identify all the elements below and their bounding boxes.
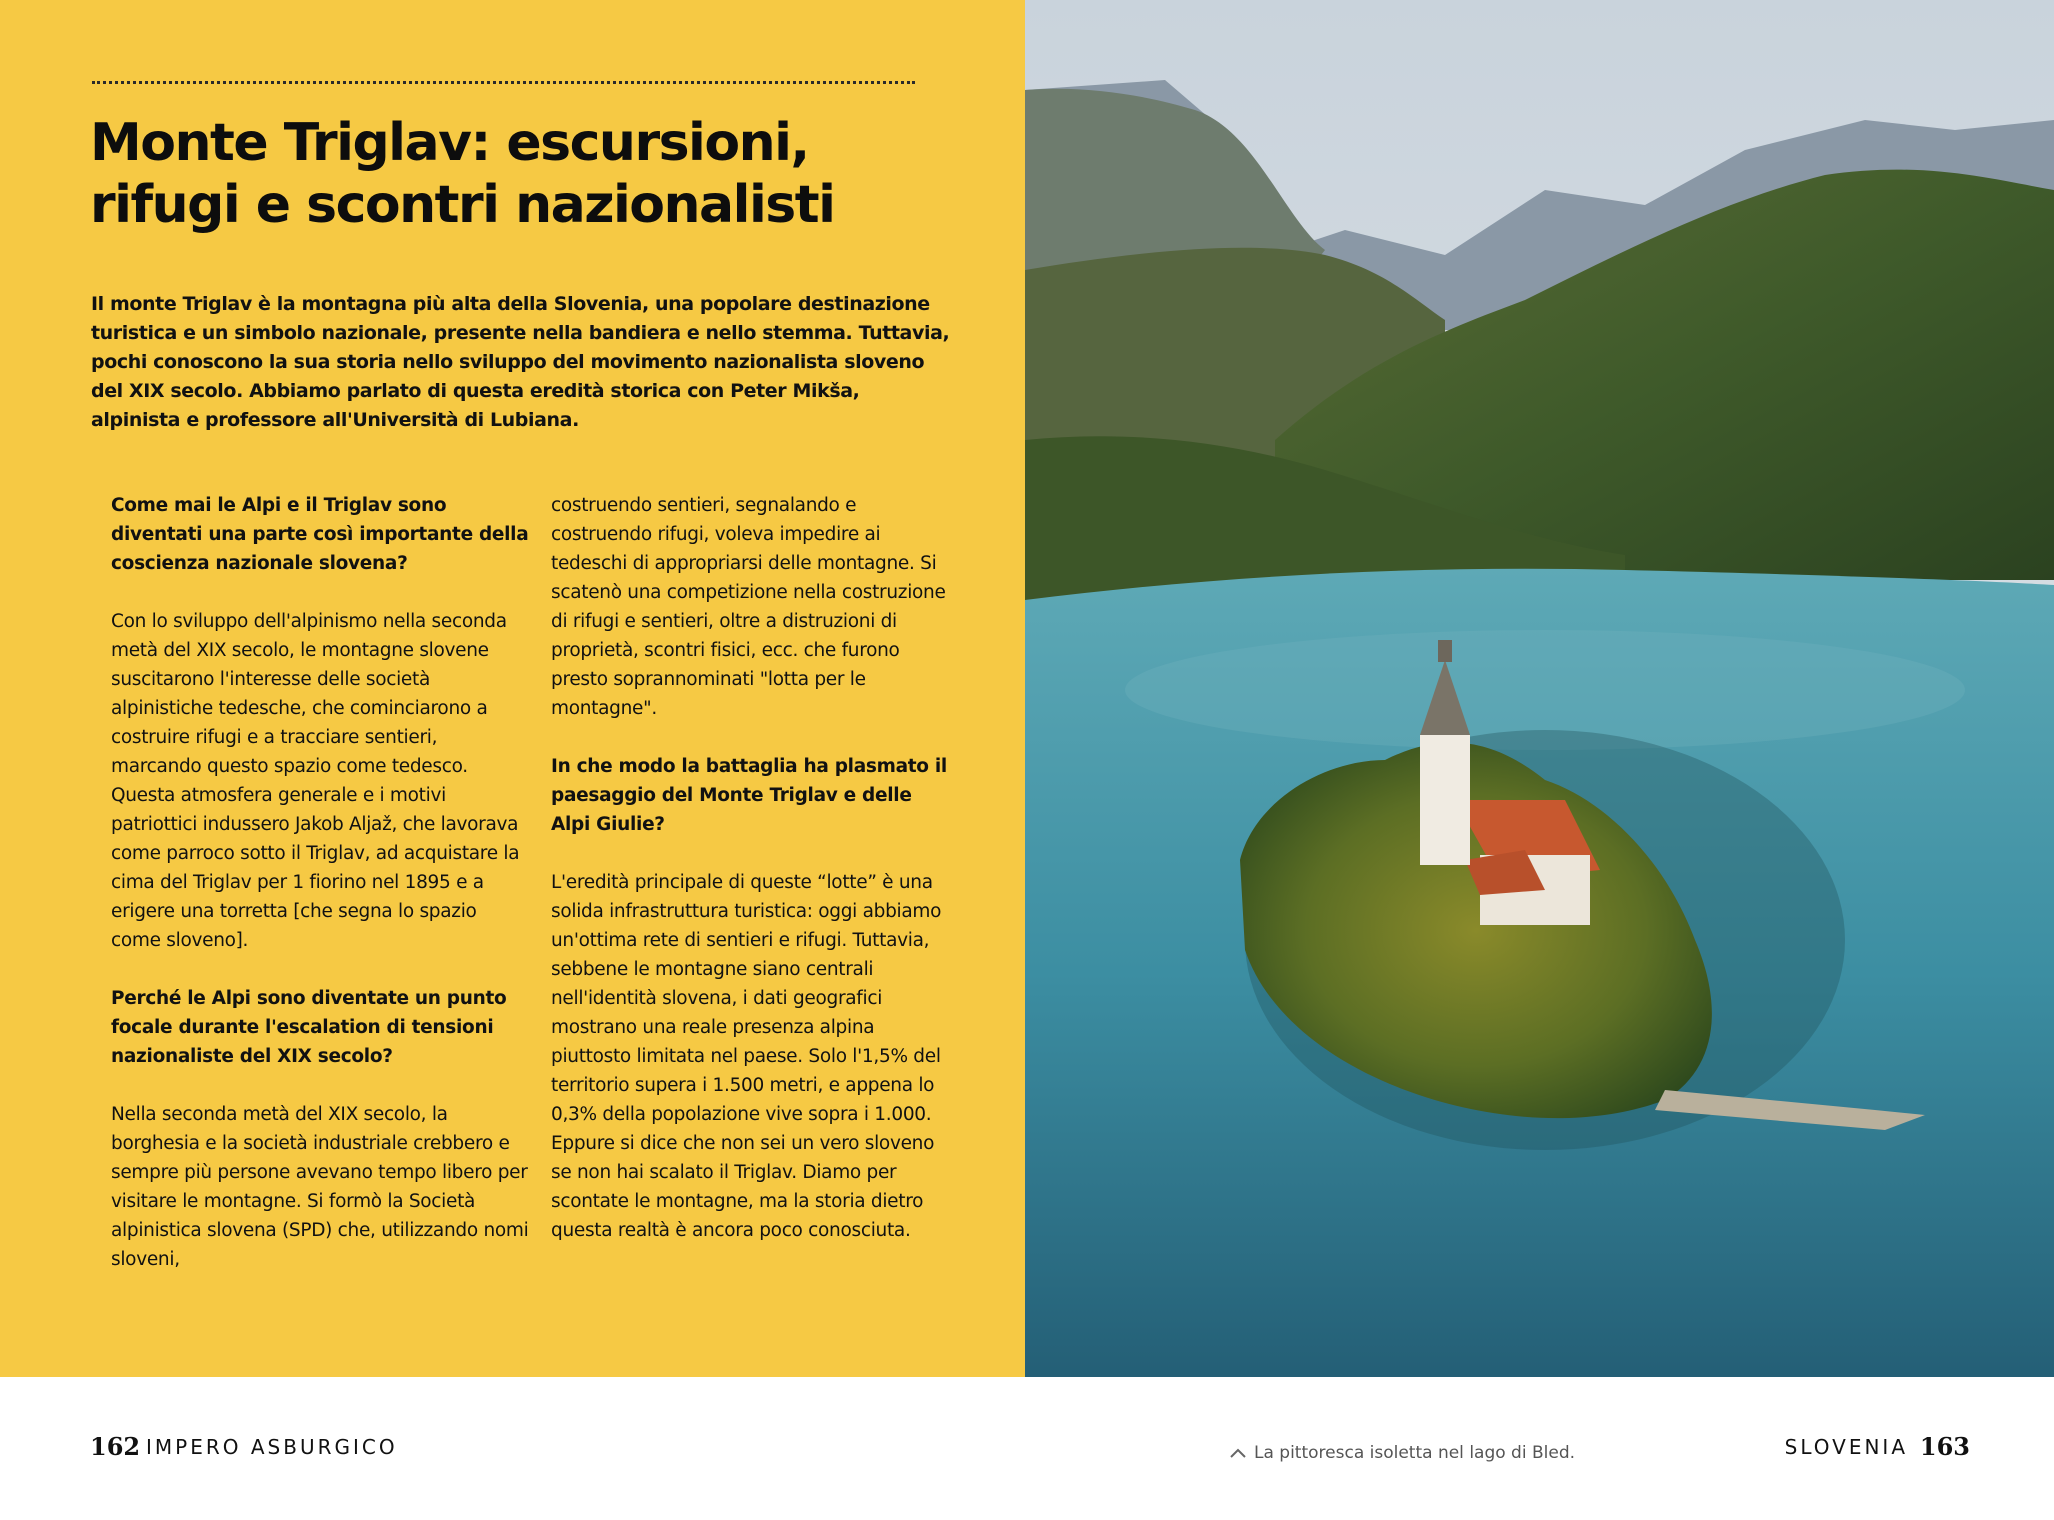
- lake-bled-photo: [1025, 0, 2054, 1377]
- article-title: Monte Triglav: escursioni, rifugi e scontri nazionalisti: [90, 113, 835, 235]
- photo-caption-text: La pittoresca isoletta nel lago di Bled.: [1254, 1443, 1576, 1463]
- question-2: Perché le Alpi sono diventate un punto focale durante l'escalation di tensioni nazionaliste del XIX secolo?: [111, 988, 507, 1067]
- answer-3: L'eredità principale di queste “lotte” è una solida infrastruttura turistica: oggi abbiamo un'ottima rete di sentieri e rifugi. Tuttavia, sebbene le montagne siano centrali nell'identità slovena, i dati geografici mostrano una reale presenza alpina piuttosto limitata nel paese. Solo l'1,5% del territorio supera i 1.500 metri, e appena lo 0,3% della popolazione vive sopra i 1.000. Eppure si dice che non sei un vero sloveno se non hai scalato il Triglav. Diamo per scontate le montagne, ma la storia dietro questa realtà è ancora poco conosciuta.: [551, 872, 942, 1241]
- left-page: [0, 0, 1025, 1377]
- left-page-number: 162: [90, 1432, 141, 1461]
- answer-2-continued: costruendo sentieri, segnalando e costruendo rifugi, voleva impedire ai tedeschi di appropriarsi delle montagne. Si scatenò una competizione nella costruzione di rifugi e sentieri, oltre a distruzioni di proprietà, scontri fisici, ecc. che furono presto soprannominati "lotta per le montagne".: [551, 495, 946, 719]
- question-1: Come mai le Alpi e il Triglav sono diventati una parte così importante della coscienza nazionale slovena?: [111, 495, 529, 574]
- left-section-title: IMPERO ASBURGICO: [146, 1435, 398, 1459]
- right-section-title: SLOVENIA: [1784, 1435, 1908, 1459]
- answer-2: Nella seconda metà del XIX secolo, la borghesia e la società industriale crebbero e sempre più persone avevano tempo libero per visitare le montagne. Si formò la Società alpinistica slovena (SPD) che, utilizzando nomi sloveni,: [111, 1104, 529, 1270]
- text-column-2: [551, 491, 951, 1274]
- answer-1: Con lo sviluppo dell'alpinismo nella seconda metà del XIX secolo, le montagne slovene suscitarono l'interesse delle società alpinistiche tedesche, che cominciarono a costruire rifugi e a tracciare sentieri, marcando questo spazio come tedesco. Questa atmosfera generale e i motivi patriottici indussero Jakob Aljaž, che lavorava come parroco sotto il Triglav, ad acquistare la cima del Triglav per 1 fiorino nel 1895 e a erigere una torretta [che segna lo spazio come sloveno].: [111, 611, 520, 951]
- question-3: In che modo la battaglia ha plasmato il paesaggio del Monte Triglav e delle Alpi Giulie?: [551, 756, 947, 835]
- caret-up-icon: [1228, 1446, 1248, 1460]
- dotted-divider: [92, 81, 915, 84]
- right-page-number: 163: [1919, 1432, 1970, 1461]
- text-column-1: [111, 491, 531, 1303]
- photo-caption: [1228, 1441, 1575, 1465]
- article-lead: Il monte Triglav è la montagna più alta della Slovenia, una popolare destinazione turistica e un simbolo nazionale, presente nella bandiera e nello stemma. Tuttavia, pochi conoscono la sua storia nello sviluppo del movimento nazionalista sloveno del XIX secolo. Abbiamo parlato di questa eredità storica con Peter Mikša, alpinista e professore all'Università di Lubiana.: [91, 293, 950, 431]
